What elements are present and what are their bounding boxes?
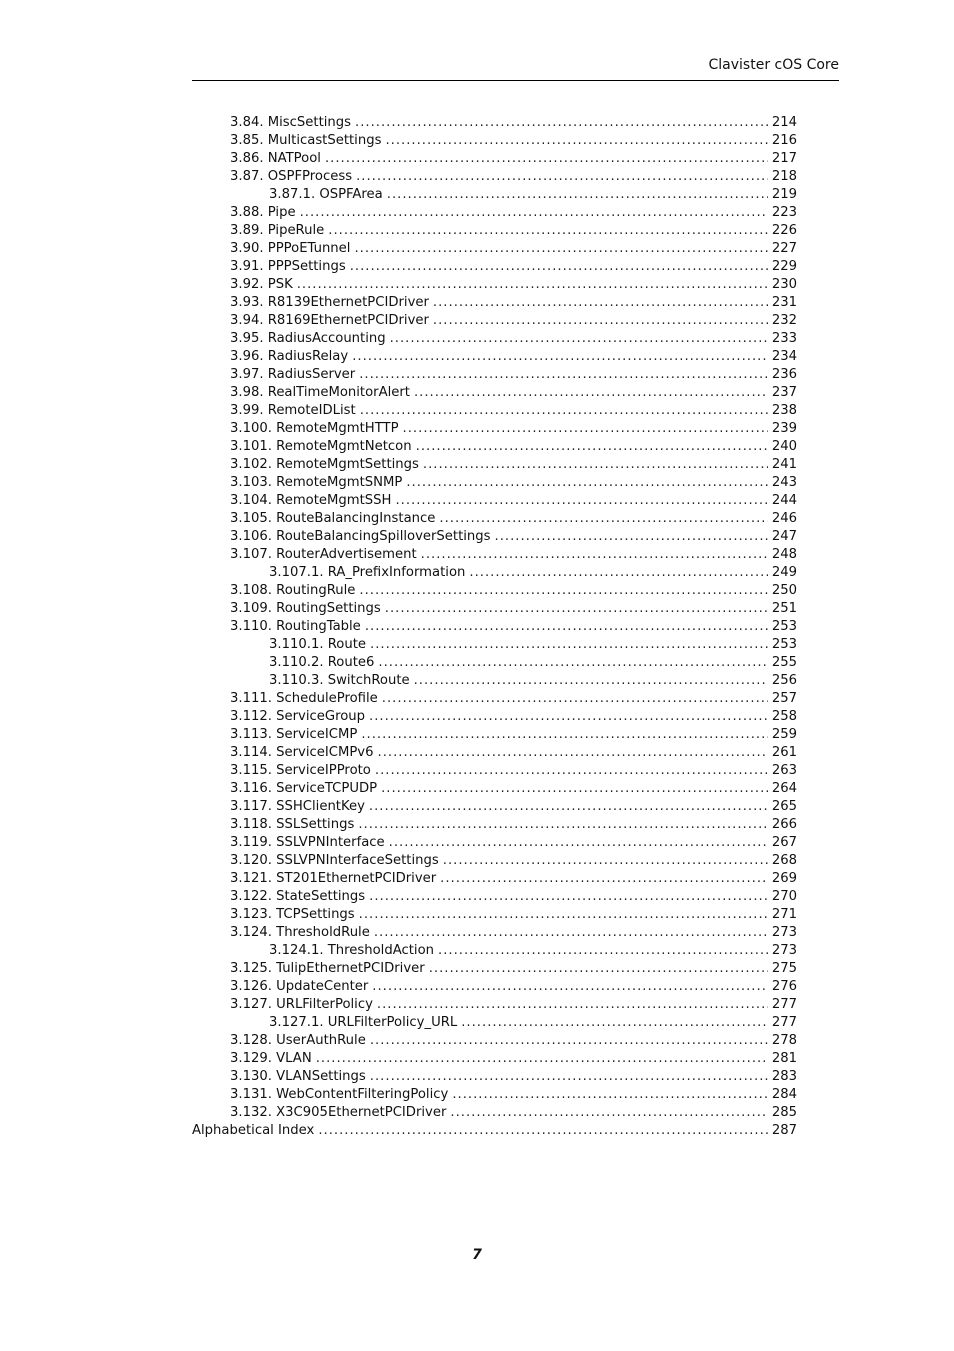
- toc-entry-title: 3.106. RouteBalancingSpilloverSettings: [230, 529, 491, 544]
- toc-entry-title: 3.130. VLANSettings: [230, 1069, 366, 1084]
- toc-entry-page: 270: [771, 889, 797, 904]
- toc-dot-leader: [429, 960, 768, 978]
- toc-dot-leader: [374, 924, 768, 942]
- toc-dot-leader: [297, 276, 768, 294]
- toc-entry-title: 3.114. ServiceICMPv6: [230, 745, 374, 760]
- toc-entry[interactable]: [192, 1086, 797, 1104]
- toc-dot-leader: [450, 1104, 767, 1122]
- toc-dot-leader: [300, 204, 768, 222]
- toc-entry[interactable]: [192, 312, 797, 330]
- toc-dot-leader: [385, 132, 767, 150]
- toc-dot-leader: [361, 726, 768, 744]
- toc-dot-leader: [318, 1122, 768, 1140]
- toc-dot-leader: [389, 834, 768, 852]
- toc-entry-title: 3.122. StateSettings: [230, 889, 366, 904]
- toc-entry[interactable]: [192, 1068, 797, 1086]
- toc-entry-title: 3.98. RealTimeMonitorAlert: [230, 385, 410, 400]
- toc-entry[interactable]: [192, 636, 797, 654]
- toc-entry-title: 3.94. R8169EthernetPCIDriver: [230, 313, 429, 328]
- toc-entry[interactable]: [192, 1032, 797, 1050]
- toc-entry-title: Alphabetical Index: [192, 1123, 315, 1138]
- toc-entry-page: 278: [771, 1033, 797, 1048]
- toc-entry[interactable]: [192, 852, 797, 870]
- toc-entry-page: 216: [771, 133, 797, 148]
- toc-dot-leader: [355, 114, 768, 132]
- toc-entry-page: 249: [771, 565, 797, 580]
- toc-entry-title: 3.96. RadiusRelay: [230, 349, 349, 364]
- toc-entry-page: 226: [771, 223, 797, 238]
- toc-entry-page: 285: [771, 1105, 797, 1120]
- toc-entry-page: 223: [771, 205, 797, 220]
- toc-entry-title: 3.121. ST201EthernetPCIDriver: [230, 871, 437, 886]
- toc-dot-leader: [354, 240, 767, 258]
- toc-dot-leader: [403, 420, 768, 438]
- toc-entry-page: 259: [771, 727, 797, 742]
- toc-entry-page: 248: [771, 547, 797, 562]
- toc-dot-leader: [359, 906, 768, 924]
- toc-entry-title: 3.110. RoutingTable: [230, 619, 361, 634]
- toc-entry-page: 284: [771, 1087, 797, 1102]
- toc-dot-leader: [416, 438, 768, 456]
- toc-entry-title: 3.101. RemoteMgmtNetcon: [230, 439, 412, 454]
- toc-entry-page: 283: [771, 1069, 797, 1084]
- toc-dot-leader: [433, 294, 768, 312]
- toc-entry-page: 275: [771, 961, 797, 976]
- toc-entry-title: 3.105. RouteBalancingInstance: [230, 511, 436, 526]
- toc-dot-leader: [414, 672, 768, 690]
- toc-dot-leader: [350, 258, 768, 276]
- toc-entry[interactable]: [192, 654, 797, 672]
- toc-entry-page: 263: [771, 763, 797, 778]
- toc-dot-leader: [414, 384, 768, 402]
- toc-dot-leader: [423, 456, 768, 474]
- toc-entry-page: 229: [771, 259, 797, 274]
- toc-entry-title: 3.118. SSLSettings: [230, 817, 355, 832]
- toc-entry-title: 3.88. Pipe: [230, 205, 296, 220]
- toc-entry-page: 257: [771, 691, 797, 706]
- toc-entry-title: 3.107.1. RA_PrefixInformation: [269, 565, 466, 580]
- toc-entry-title: 3.120. SSLVPNInterfaceSettings: [230, 853, 439, 868]
- toc-entry[interactable]: [192, 564, 797, 582]
- toc-entry-page: 277: [771, 1015, 797, 1030]
- toc-entry-page: 238: [771, 403, 797, 418]
- toc-entry-page: 269: [771, 871, 797, 886]
- toc-entry-page: 219: [771, 187, 797, 202]
- toc-entry-title: 3.87. OSPFProcess: [230, 169, 353, 184]
- toc-dot-leader: [439, 510, 767, 528]
- toc-entry-page: 243: [771, 475, 797, 490]
- toc-entry[interactable]: [192, 924, 797, 942]
- toc-entry[interactable]: [192, 222, 797, 240]
- toc-entry[interactable]: [192, 726, 797, 744]
- toc-dot-leader: [433, 312, 768, 330]
- toc-dot-leader: [390, 330, 768, 348]
- table-of-contents: [192, 114, 797, 1140]
- toc-entry-page: 244: [771, 493, 797, 508]
- toc-entry-title: 3.127. URLFilterPolicy: [230, 997, 373, 1012]
- toc-entry-page: 230: [771, 277, 797, 292]
- toc-entry-title: 3.87.1. OSPFArea: [269, 187, 383, 202]
- toc-entry-page: 241: [771, 457, 797, 472]
- toc-entry-page: 273: [771, 925, 797, 940]
- toc-dot-leader: [359, 582, 767, 600]
- toc-dot-leader: [359, 366, 768, 384]
- toc-entry-title: 3.103. RemoteMgmtSNMP: [230, 475, 403, 490]
- toc-entry-title: 3.107. RouterAdvertisement: [230, 547, 417, 562]
- toc-entry[interactable]: [192, 996, 797, 1014]
- toc-dot-leader: [356, 168, 768, 186]
- toc-entry[interactable]: [192, 204, 797, 222]
- toc-entry-page: 287: [771, 1123, 797, 1138]
- toc-dot-leader: [395, 492, 767, 510]
- toc-dot-leader: [440, 870, 768, 888]
- toc-entry-title: 3.90. PPPoETunnel: [230, 241, 351, 256]
- toc-entry-title: 3.125. TulipEthernetPCIDriver: [230, 961, 425, 976]
- toc-entry[interactable]: [192, 942, 797, 960]
- toc-dot-leader: [325, 150, 768, 168]
- toc-entry-page: 256: [771, 673, 797, 688]
- toc-dot-leader: [406, 474, 767, 492]
- toc-dot-leader: [358, 816, 768, 834]
- toc-dot-leader: [316, 1050, 768, 1068]
- toc-entry-page: 266: [771, 817, 797, 832]
- toc-entry[interactable]: [192, 870, 797, 888]
- toc-dot-leader: [469, 564, 767, 582]
- toc-entry-page: 251: [771, 601, 797, 616]
- toc-entry-page: 277: [771, 997, 797, 1012]
- toc-entry-title: 3.108. RoutingRule: [230, 583, 356, 598]
- toc-entry-page: 232: [771, 313, 797, 328]
- toc-entry-title: 3.129. VLAN: [230, 1051, 312, 1066]
- toc-entry-page: 281: [771, 1051, 797, 1066]
- toc-dot-leader: [421, 546, 768, 564]
- toc-entry-title: 3.131. WebContentFilteringPolicy: [230, 1087, 449, 1102]
- toc-entry[interactable]: [192, 114, 797, 132]
- toc-dot-leader: [377, 996, 768, 1014]
- toc-entry-page: 268: [771, 853, 797, 868]
- toc-entry[interactable]: [192, 888, 797, 906]
- toc-entry[interactable]: [192, 510, 797, 528]
- toc-entry-title: 3.115. ServiceIPProto: [230, 763, 371, 778]
- toc-entry[interactable]: [192, 402, 797, 420]
- toc-entry-title: 3.100. RemoteMgmtHTTP: [230, 421, 399, 436]
- toc-dot-leader: [381, 780, 768, 798]
- toc-entry-page: 250: [771, 583, 797, 598]
- toc-entry-title: 3.112. ServiceGroup: [230, 709, 366, 724]
- toc-entry[interactable]: [192, 330, 797, 348]
- toc-entry[interactable]: [192, 438, 797, 456]
- toc-dot-leader: [461, 1014, 768, 1032]
- toc-entry[interactable]: [192, 600, 797, 618]
- toc-entry-page: 240: [771, 439, 797, 454]
- toc-dot-leader: [378, 654, 767, 672]
- toc-dot-leader: [360, 402, 768, 420]
- toc-entry[interactable]: [192, 474, 797, 492]
- toc-entry[interactable]: [192, 258, 797, 276]
- toc-entry[interactable]: [192, 366, 797, 384]
- toc-entry[interactable]: [192, 1014, 797, 1032]
- toc-entry-title: 3.104. RemoteMgmtSSH: [230, 493, 392, 508]
- toc-entry[interactable]: [192, 528, 797, 546]
- toc-entry-title: 3.109. RoutingSettings: [230, 601, 381, 616]
- toc-dot-leader: [369, 798, 768, 816]
- toc-entry[interactable]: [192, 780, 797, 798]
- toc-entry[interactable]: [192, 1122, 797, 1140]
- toc-entry[interactable]: [192, 132, 797, 150]
- toc-entry-page: 271: [771, 907, 797, 922]
- toc-entry-page: 273: [771, 943, 797, 958]
- toc-entry-page: 276: [771, 979, 797, 994]
- toc-dot-leader: [443, 852, 768, 870]
- toc-entry[interactable]: [192, 150, 797, 168]
- toc-entry-page: 265: [771, 799, 797, 814]
- toc-entry-title: 3.124.1. ThresholdAction: [269, 943, 435, 958]
- toc-entry-title: 3.99. RemoteIDList: [230, 403, 356, 418]
- toc-dot-leader: [438, 942, 768, 960]
- toc-entry-title: 3.124. ThresholdRule: [230, 925, 370, 940]
- toc-entry-page: 239: [771, 421, 797, 436]
- toc-entry-title: 3.91. PPPSettings: [230, 259, 346, 274]
- toc-entry-page: 227: [771, 241, 797, 256]
- toc-entry[interactable]: [192, 186, 797, 204]
- toc-entry-page: 237: [771, 385, 797, 400]
- toc-entry[interactable]: [192, 690, 797, 708]
- toc-dot-leader: [375, 762, 768, 780]
- toc-entry-title: 3.86. NATPool: [230, 151, 321, 166]
- toc-entry[interactable]: [192, 492, 797, 510]
- toc-entry-page: 236: [771, 367, 797, 382]
- toc-entry-title: 3.119. SSLVPNInterface: [230, 835, 385, 850]
- toc-entry-title: 3.111. ScheduleProfile: [230, 691, 378, 706]
- toc-entry[interactable]: [192, 384, 797, 402]
- toc-entry[interactable]: [192, 618, 797, 636]
- toc-entry[interactable]: [192, 762, 797, 780]
- toc-entry-page: 217: [771, 151, 797, 166]
- toc-entry-page: 267: [771, 835, 797, 850]
- toc-entry-title: 3.110.2. Route6: [269, 655, 375, 670]
- toc-entry-page: 247: [771, 529, 797, 544]
- toc-dot-leader: [369, 888, 768, 906]
- toc-dot-leader: [372, 978, 768, 996]
- toc-entry[interactable]: [192, 798, 797, 816]
- toc-entry-title: 3.89. PipeRule: [230, 223, 325, 238]
- toc-entry[interactable]: [192, 582, 797, 600]
- toc-entry-title: 3.95. RadiusAccounting: [230, 331, 386, 346]
- toc-entry-title: 3.127.1. URLFilterPolicy_URL: [269, 1015, 458, 1030]
- toc-entry[interactable]: [192, 906, 797, 924]
- toc-entry-page: 231: [771, 295, 797, 310]
- toc-entry-page: 218: [771, 169, 797, 184]
- toc-entry-title: 3.117. SSHClientKey: [230, 799, 365, 814]
- toc-entry[interactable]: [192, 978, 797, 996]
- toc-dot-leader: [378, 744, 768, 762]
- toc-entry[interactable]: [192, 546, 797, 564]
- toc-entry-title: 3.116. ServiceTCPUDP: [230, 781, 378, 796]
- toc-entry[interactable]: [192, 960, 797, 978]
- toc-dot-leader: [352, 348, 768, 366]
- toc-entry-title: 3.110.3. SwitchRoute: [269, 673, 410, 688]
- toc-entry-page: 233: [771, 331, 797, 346]
- toc-entry-page: 261: [771, 745, 797, 760]
- toc-entry[interactable]: [192, 834, 797, 852]
- toc-dot-leader: [385, 600, 768, 618]
- toc-dot-leader: [387, 186, 768, 204]
- toc-entry-title: 3.85. MulticastSettings: [230, 133, 382, 148]
- toc-entry-title: 3.123. TCPSettings: [230, 907, 355, 922]
- toc-entry[interactable]: [192, 672, 797, 690]
- toc-entry-page: 234: [771, 349, 797, 364]
- toc-entry[interactable]: [192, 348, 797, 366]
- toc-entry[interactable]: [192, 744, 797, 762]
- header-divider: [192, 80, 839, 81]
- toc-entry[interactable]: [192, 420, 797, 438]
- toc-entry-title: 3.97. RadiusServer: [230, 367, 356, 382]
- toc-entry-page: 253: [771, 637, 797, 652]
- toc-entry[interactable]: [192, 456, 797, 474]
- toc-dot-leader: [369, 708, 768, 726]
- toc-entry-title: 3.113. ServiceICMP: [230, 727, 358, 742]
- toc-dot-leader: [365, 618, 768, 636]
- toc-entry-page: 246: [771, 511, 797, 526]
- toc-entry-page: 258: [771, 709, 797, 724]
- toc-entry[interactable]: [192, 168, 797, 186]
- toc-dot-leader: [370, 1068, 768, 1086]
- toc-entry-title: 3.102. RemoteMgmtSettings: [230, 457, 419, 472]
- page-number: 7: [472, 1247, 482, 1263]
- toc-entry[interactable]: [192, 1104, 797, 1122]
- toc-entry-page: 214: [771, 115, 797, 130]
- toc-dot-leader: [370, 636, 768, 654]
- toc-entry[interactable]: [192, 816, 797, 834]
- toc-entry[interactable]: [192, 240, 797, 258]
- toc-dot-leader: [370, 1032, 768, 1050]
- toc-entry-title: 3.132. X3C905EthernetPCIDriver: [230, 1105, 447, 1120]
- toc-entry[interactable]: [192, 1050, 797, 1068]
- toc-entry-page: 264: [771, 781, 797, 796]
- toc-entry-title: 3.110.1. Route: [269, 637, 366, 652]
- toc-entry[interactable]: [192, 276, 797, 294]
- toc-entry-title: 3.92. PSK: [230, 277, 293, 292]
- toc-entry-page: 255: [771, 655, 797, 670]
- toc-dot-leader: [382, 690, 768, 708]
- toc-entry-title: 3.128. UserAuthRule: [230, 1033, 366, 1048]
- toc-dot-leader: [328, 222, 768, 240]
- toc-entry[interactable]: [192, 294, 797, 312]
- toc-entry-page: 253: [771, 619, 797, 634]
- toc-dot-leader: [452, 1086, 768, 1104]
- toc-entry-title: 3.84. MiscSettings: [230, 115, 351, 130]
- toc-entry[interactable]: [192, 708, 797, 726]
- toc-dot-leader: [495, 528, 768, 546]
- toc-entry-title: 3.93. R8139EthernetPCIDriver: [230, 295, 429, 310]
- toc-entry-title: 3.126. UpdateCenter: [230, 979, 369, 994]
- running-header: Clavister cOS Core: [708, 57, 839, 73]
